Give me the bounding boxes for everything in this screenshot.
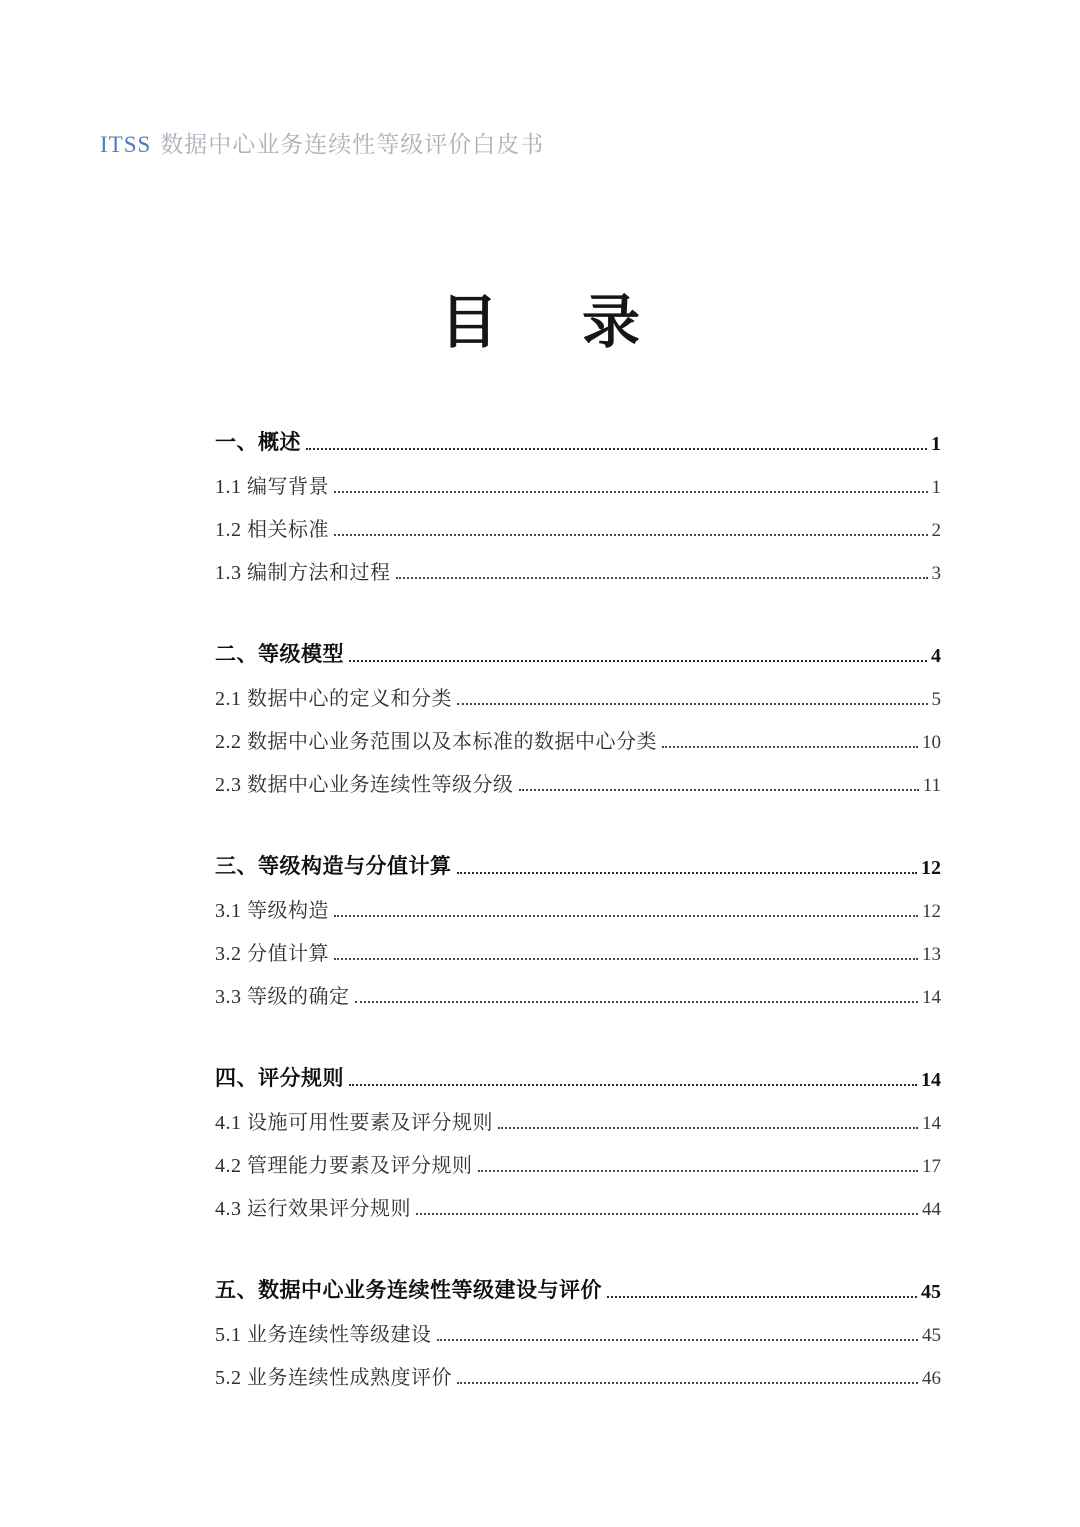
toc-entry	[215, 923, 941, 966]
toc-list	[215, 413, 941, 1390]
toc-entry-label: 五、数据中心业务连续性等级建设与评价	[215, 1278, 602, 1302]
toc-entry-page: 12	[922, 901, 941, 922]
toc-entry-page: 3	[931, 563, 941, 584]
toc-entry	[215, 837, 941, 880]
toc-leader-dots	[457, 1382, 918, 1384]
toc-entry-page: 45	[922, 1325, 941, 1346]
toc-leader-dots	[457, 872, 918, 874]
toc-leader-dots	[437, 1339, 919, 1341]
toc-leader-dots	[334, 915, 918, 917]
toc-entry	[215, 711, 941, 754]
toc-entry	[215, 966, 941, 1009]
toc-entry-label: 3.2 分值计算	[215, 943, 329, 965]
toc-entry-label: 一、概述	[215, 430, 301, 454]
toc-leader-dots	[498, 1127, 918, 1129]
toc-leader-dots	[607, 1296, 917, 1298]
toc-leader-dots	[334, 958, 918, 960]
toc-entry-page: 45	[921, 1281, 941, 1303]
toc-leader-dots	[334, 534, 928, 536]
toc-entry-page: 14	[921, 1069, 941, 1091]
toc-entry-label: 1.1 编写背景	[215, 476, 329, 498]
toc-leader-dots	[306, 448, 927, 450]
toc-entry-label: 2.1 数据中心的定义和分类	[215, 688, 452, 710]
toc-entry	[215, 625, 941, 668]
toc-leader-dots	[519, 789, 919, 791]
toc-entry-page: 13	[922, 944, 941, 965]
toc-entry-page: 4	[931, 645, 941, 667]
toc-entry	[215, 413, 941, 456]
toc-leader-dots	[416, 1213, 918, 1215]
toc-leader-dots	[349, 1084, 917, 1086]
toc-leader-dots	[478, 1170, 919, 1172]
toc-entry-label: 2.3 数据中心业务连续性等级分级	[215, 774, 514, 796]
toc-entry	[215, 1347, 941, 1390]
toc-entry-page: 1	[931, 477, 941, 498]
toc-entry-label: 二、等级模型	[215, 642, 344, 666]
toc-leader-dots	[662, 746, 918, 748]
toc-entry-label: 四、评分规则	[215, 1066, 344, 1090]
toc-entry	[215, 499, 941, 542]
toc-entry-page: 12	[921, 857, 941, 879]
toc-entry-page: 14	[922, 987, 941, 1008]
toc-entry-label: 2.2 数据中心业务范围以及本标准的数据中心分类	[215, 731, 657, 753]
toc-entry	[215, 1092, 941, 1135]
toc-entry-label: 4.3 运行效果评分规则	[215, 1198, 411, 1220]
toc-entry-label: 3.3 等级的确定	[215, 986, 350, 1008]
toc-entry-page: 46	[922, 1368, 941, 1389]
toc-entry	[215, 456, 941, 499]
header-document-title: 数据中心业务连续性等级评价白皮书	[160, 132, 545, 157]
toc-entry	[215, 668, 941, 711]
toc-page-title	[0, 290, 1080, 355]
toc-entry	[215, 1178, 941, 1221]
document-header	[100, 130, 1080, 160]
toc-entry-page: 2	[931, 520, 941, 541]
toc-entry-page: 44	[922, 1199, 941, 1220]
toc-title-char-right: 录	[582, 290, 641, 355]
toc-entry	[215, 1135, 941, 1178]
toc-leader-dots	[355, 1001, 919, 1003]
toc-entry-label: 三、等级构造与分值计算	[215, 854, 452, 878]
header-brand-label: ITSS	[100, 132, 152, 157]
toc-entry-page: 1	[931, 433, 941, 455]
toc-entry-page: 14	[922, 1113, 941, 1134]
toc-entry	[215, 1049, 941, 1092]
toc-title-char-left: 目	[439, 290, 498, 355]
toc-entry	[215, 880, 941, 923]
toc-entry-label: 1.2 相关标准	[215, 519, 329, 541]
toc-entry-page: 10	[922, 732, 941, 753]
toc-entry	[215, 542, 941, 585]
toc-entry-label: 4.1 设施可用性要素及评分规则	[215, 1112, 493, 1134]
toc-leader-dots	[334, 491, 928, 493]
toc-entry-page: 5	[931, 689, 941, 710]
toc-entry-page: 11	[922, 775, 941, 796]
toc-entry	[215, 1304, 941, 1347]
toc-entry-label: 5.2 业务连续性成熟度评价	[215, 1367, 452, 1389]
toc-entry-label: 3.1 等级构造	[215, 900, 329, 922]
toc-entry-label: 1.3 编制方法和过程	[215, 562, 391, 584]
toc-leader-dots	[349, 660, 927, 662]
toc-entry-label: 5.1 业务连续性等级建设	[215, 1324, 432, 1346]
toc-entry	[215, 754, 941, 797]
toc-leader-dots	[396, 577, 928, 579]
toc-entry-page: 17	[922, 1156, 941, 1177]
toc-entry	[215, 1261, 941, 1304]
toc-leader-dots	[457, 703, 928, 705]
toc-entry-label: 4.2 管理能力要素及评分规则	[215, 1155, 473, 1177]
